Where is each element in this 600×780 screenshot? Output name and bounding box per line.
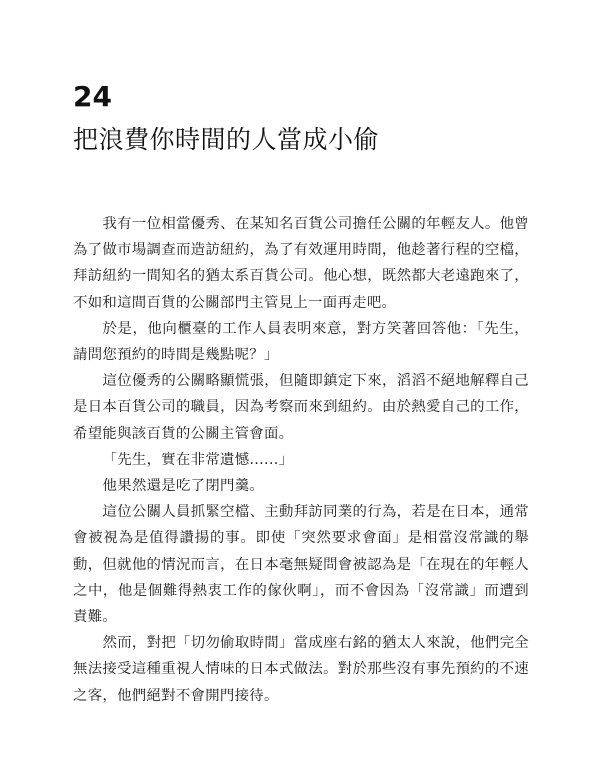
- paragraph-4: 「先生，實在非常遺憾......」: [102, 451, 294, 468]
- paragraph-6: 這位公關人員抓緊空檔、主動拜訪同業的行為，若是在日本，通常會被視為是值得讚揚的事。即使「突然要求會面」是相當沒常識的舉動，但就他的情況而言，在日本毫無疑問會被認為是「在現在的年輕人之中，他是個難得熱衷工作的傢伙啊」，而不會因為「沒常識」而遭到責難。: [73, 504, 529, 626]
- paragraph-2: 於是，他向櫃臺的工作人員表明來意，對方笑著回答他：「先生，請問您預約的時間是幾點呢？」: [73, 320, 529, 364]
- paragraph-3: 這位優秀的公關略顯慌張，但隨即鎮定下來，滔滔不絕地解釋自己是日本百貨公司的職員，因為考察而來到紐約。由於熱愛自己的工作，希望能與該百貨的公關主管會面。: [73, 373, 529, 442]
- paragraph-1: 我有一位相當優秀、在某知名百貨公司擔任公關的年輕友人。他曾為了做市場調查而造訪紐約，為了有效運用時間，他趁著行程的空檔，拜訪紐約一間知名的猶太系百貨公司。他心想，既然都大老遠跑來了，不如和這間百貨的公關部門主管見上一面再走吧。: [73, 216, 529, 311]
- paragraph-7: 然而，對把「切勿偷取時間」當成座右銘的猶太人來說，他們完全無法接受這種重視人情味的日本式做法。對於那些沒有事先預約的不速之客，他們絕對不會開門接待。: [73, 635, 529, 704]
- chapter-title: 把浪費你時間的人當成小偷: [73, 125, 380, 154]
- chapter-number: 24: [73, 80, 112, 113]
- paragraph-5: 他果然還是吃了閉門羹。: [102, 478, 265, 495]
- body-text: [73, 211, 529, 709]
